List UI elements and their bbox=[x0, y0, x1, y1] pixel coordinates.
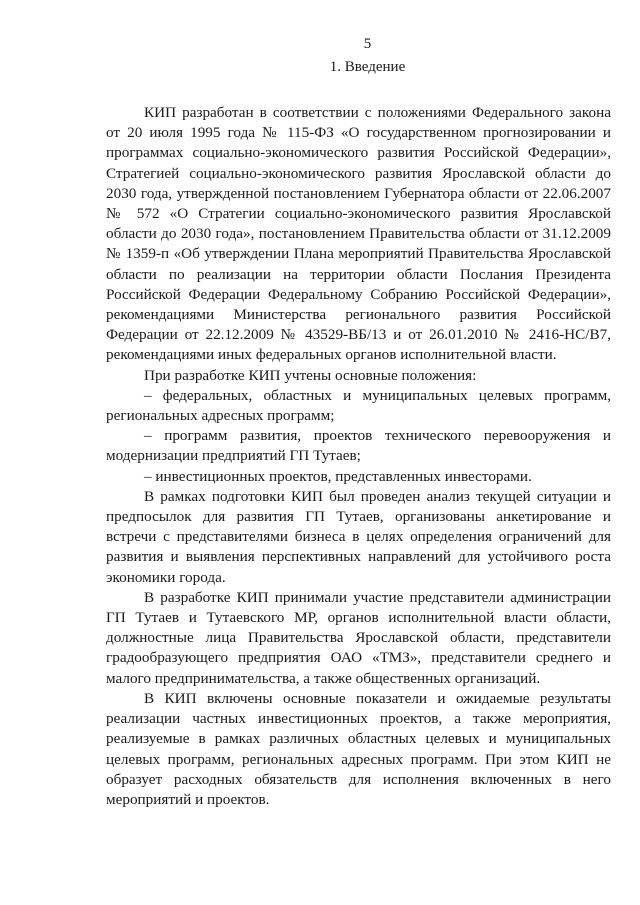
list-item-development: – программ развития, проектов технического перевооружения и модернизации предприятий ГП Тутаев; bbox=[106, 427, 611, 465]
paragraph-intro: КИП разработан в соответствии с положениями Федерального закона от 20 июля 1995 года № 115-ФЗ «О государственном прогнозировании и программах социально-экономического развития Российской Федерации», Стратегией социально-экономического развития Ярославской области до 2030 года, утвержденной постановлением Губернатора области от 22.06.2007 № 572 «О Стратегии социально-экономического развития Ярославской области до 2030 года», постановлением Правительства области от 31.12.2009 № 1359-п «Об утверждении Плана мероприятий Правительства Ярославской области по реализации на территории области Послания Президента Российской Федерации Федеральному Собранию Российской Федерации», рекомендациями Министерства регионального развития Российской Федерации от 22.12.2009 № 43529-ВБ/13 и от 26.01.2010 № 2416-НС/В7, рекомендациями иных федеральных органов исполнительной власти. bbox=[106, 104, 611, 364]
page-number: 5 bbox=[363, 36, 372, 52]
paragraph-provisions-lead: При разработке КИП учтены основные положения: bbox=[144, 366, 477, 384]
body-text bbox=[106, 103, 611, 810]
document-page bbox=[106, 34, 611, 810]
list-item-investment: – инвестиционных проектов, представленных инвесторами. bbox=[144, 467, 532, 485]
paragraph-participants: В разработке КИП принимали участие представители администрации ГП Тутаев и Тутаевского МР, органов исполнительной власти области, должностные лица Правительства Ярославской области, представители градообразующего предприятия ОАО «ТМЗ», представители среднего и малого предпринимательства, а также общественных организаций. bbox=[106, 588, 611, 687]
paragraph-indicators: В КИП включены основные показатели и ожидаемые результаты реализации частных инвестиционных проектов, а также мероприятия, реализуемые в рамках различных областных целевых и муниципальных целевых программ, региональных адресных программ. При этом КИП не образует расходных обязательств для исполнения включенных в него мероприятий и проектов. bbox=[106, 689, 611, 808]
paragraph-analysis: В рамках подготовки КИП был проведен анализ текущей ситуации и предпосылок для развития ГП Тутаев, организованы анкетирование и встречи с представителями бизнеса в целях определения ограничений для развития и выявления перспективных направлений для устойчивого роста экономики города. bbox=[106, 487, 611, 586]
list-item-programs: – федеральных, областных и муниципальных целевых программ, региональных адресных программ; bbox=[106, 386, 611, 425]
section-title: 1. Введение bbox=[329, 59, 406, 75]
